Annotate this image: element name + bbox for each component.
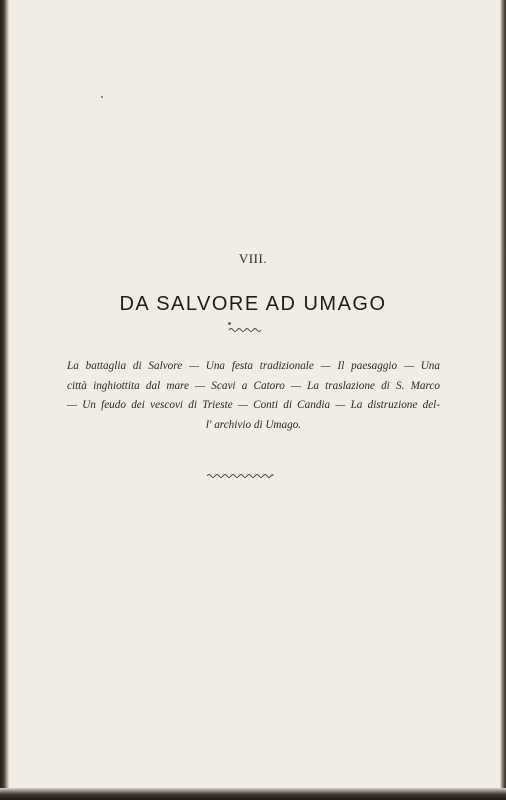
chapter-title: DA SALVORE AD UMAGO [119, 293, 387, 315]
page-bottom-edge [0, 788, 506, 800]
chapter-summary [67, 357, 440, 435]
summary-line: — Un feudo dei vescovi di Trieste — Conti di Candia — La distruzione del- [67, 399, 440, 411]
paper-speck [101, 96, 103, 98]
paper-speck [228, 322, 231, 325]
wave-ornament-icon [206, 471, 274, 481]
small-wave-ornament-icon [228, 326, 262, 334]
binding-edge [0, 0, 9, 800]
chapter-number: VIII. [238, 251, 268, 266]
page-right-edge [500, 0, 506, 800]
summary-line: La battaglia di Salvore — Una festa tradizionale — Il paesaggio — Una [67, 360, 440, 372]
summary-line: l' archivio di Umago. [205, 418, 302, 431]
summary-line: città inghiottita dal mare — Scavi a Catoro — La traslazione di S. Marco [67, 379, 440, 392]
